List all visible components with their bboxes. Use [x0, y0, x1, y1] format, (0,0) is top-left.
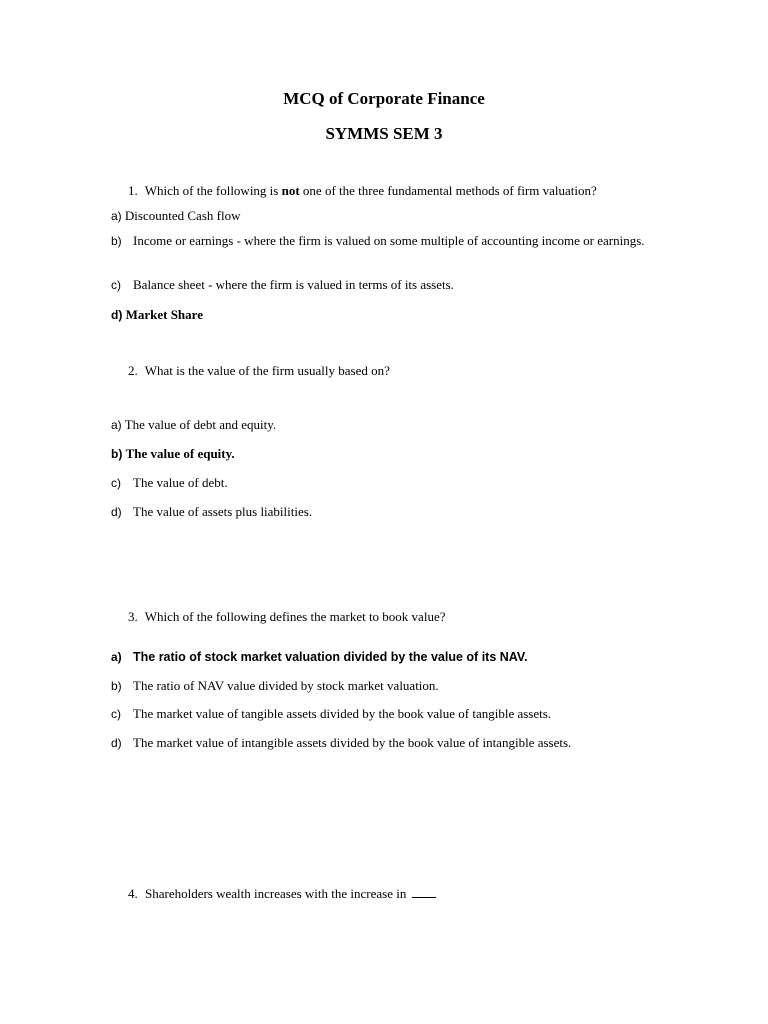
option-3a-correct [111, 649, 671, 665]
question-text-end: one of the three fundamental methods of firm valuation? [302, 183, 597, 198]
option-text: The value of assets plus liabilities. [133, 504, 313, 519]
document-subtitle: SYMMS SEM 3 [325, 124, 443, 143]
option-3b [111, 678, 671, 694]
option-text: The value of debt and equity. [124, 417, 277, 432]
option-letter: b) [111, 234, 122, 248]
option-letter: c) [111, 476, 121, 490]
option-letter: d) [111, 505, 122, 519]
option-letter: c) [111, 278, 121, 292]
option-text: The market value of tangible assets divided by the book value of tangible assets. [133, 706, 552, 721]
option-2a [111, 417, 671, 433]
option-text: Income or earnings - where the firm is valued on some multiple of accounting income or earnings. [133, 233, 645, 248]
option-1a [111, 208, 671, 224]
option-3d [111, 735, 671, 751]
question-text-start: Which of the following is [144, 183, 279, 198]
option-1c [111, 277, 671, 293]
question-number: 3. [128, 609, 138, 624]
question-number: 2. [128, 363, 138, 378]
option-letter: c) [111, 707, 121, 721]
option-text: Balance sheet - where the firm is valued in terms of its assets. [133, 277, 454, 292]
option-text: The value of debt. [133, 475, 228, 490]
option-3c [111, 706, 671, 722]
answer-blank [412, 886, 436, 898]
question-4 [128, 886, 436, 902]
question-text: Shareholders wealth increases with the increase in [145, 886, 407, 901]
question-number: 1. [128, 183, 138, 198]
question-3 [128, 609, 445, 625]
option-letter: a) [111, 209, 122, 223]
option-letter: d) [111, 736, 122, 750]
question-number: 4. [128, 886, 138, 901]
option-text: The market value of intangible assets divided by the book value of intangible assets. [133, 735, 572, 750]
option-2d [111, 504, 671, 520]
document-title: MCQ of Corporate Finance [283, 89, 485, 108]
option-text: Discounted Cash flow [124, 208, 241, 223]
question-2 [128, 363, 390, 379]
option-2b-correct [111, 446, 671, 462]
question-text: Which of the following defines the market to book value? [144, 609, 446, 624]
option-text: Market Share [125, 307, 203, 322]
question-text: What is the value of the firm usually based on? [144, 363, 390, 378]
question-1 [128, 183, 597, 199]
option-letter: d) [111, 308, 123, 322]
question-text-emphasis: not [281, 183, 300, 198]
option-2c [111, 475, 671, 491]
option-1b [111, 233, 671, 249]
option-letter: a) [111, 418, 122, 432]
option-letter: b) [111, 447, 123, 461]
option-text: The ratio of stock market valuation divided by the value of its NAV. [133, 650, 528, 664]
option-letter: a) [111, 650, 122, 664]
option-text: The value of equity. [125, 446, 235, 461]
option-letter: b) [111, 679, 122, 693]
option-text: The ratio of NAV value divided by stock market valuation. [133, 678, 439, 693]
option-1d-correct [111, 307, 671, 323]
